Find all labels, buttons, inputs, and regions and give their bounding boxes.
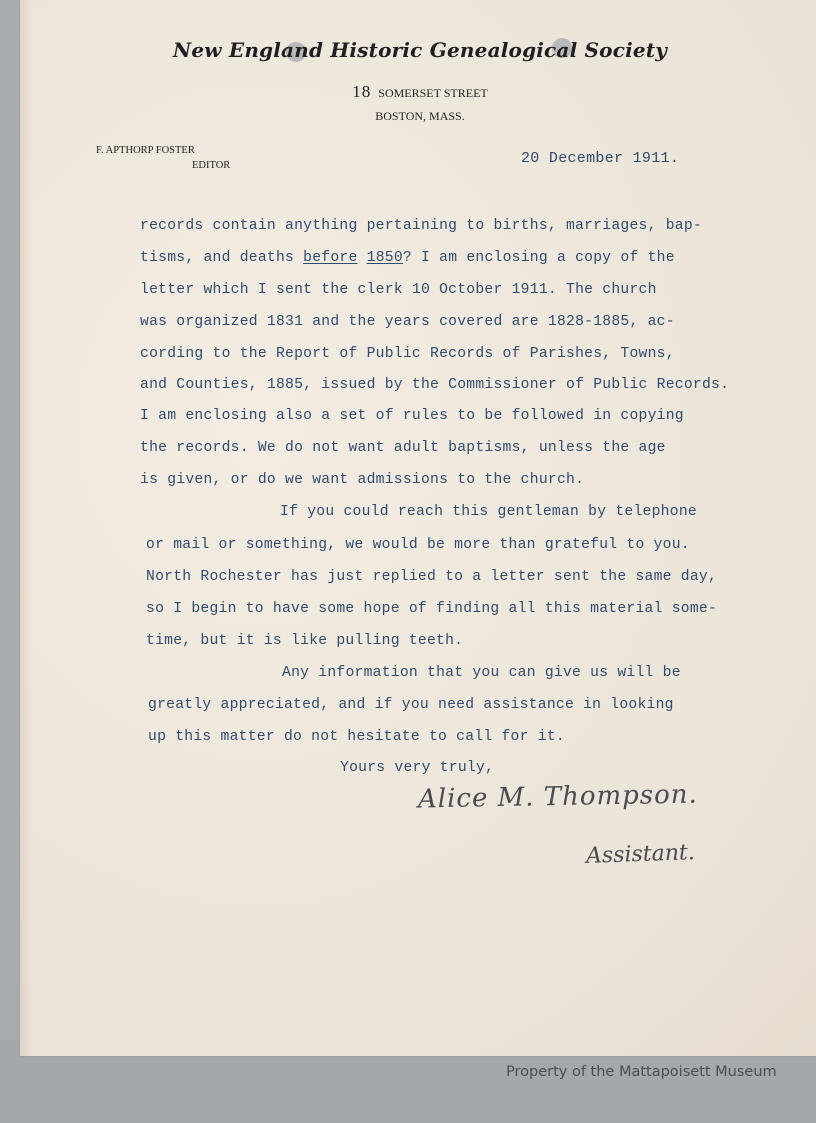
body-line: was organized 1831 and the years covered are 1828-1885, ac- [140,314,675,330]
letterhead-title: New England Historic Genealogical Society [172,38,668,62]
body-line: the records. We do not want adult baptisms, unless the age [140,440,666,456]
body-line: cording to the Report of Public Records of Parishes, Towns, [140,346,675,362]
body-line-part: tisms, and deaths [140,250,304,266]
body-line: North Rochester has just replied to a letter sent the same day, [146,569,718,585]
underlined-year: 1850 [366,250,403,266]
body-line: I am enclosing also a set of rules to be followed in copying [140,408,684,424]
paper-edge-shading [20,0,32,1056]
watermark-text: Property of the Mattapoisett Museum [506,1064,777,1080]
body-line: or mail or something, we would be more than grateful to you. [146,537,690,553]
body-line: and Counties, 1885, issued by the Commissioner of Public Records. [140,377,730,393]
body-line: so I begin to have some hope of finding all this material some- [146,601,718,617]
body-line: If you could reach this gentleman by telephone [280,504,697,520]
body-line: time, but it is like pulling teeth. [146,633,464,649]
editor-role: EDITOR [192,160,231,171]
body-line: letter which I sent the clerk 10 October 1911. The church [140,282,657,298]
signature-title: Assistant. [585,840,696,869]
street-number: 18 [352,82,372,101]
underlined-word: before [303,250,358,266]
letterhead-city: BOSTON, MASS. [375,109,465,123]
body-line: up this matter do not hesitate to call for it. [148,729,565,745]
letter-paper [20,0,816,1056]
closing-salutation: Yours very truly, [340,760,495,776]
street-name: SOMERSET STREET [378,86,488,100]
letterhead-street [170,82,670,102]
body-line: greatly appreciated, and if you need assistance in looking [148,697,674,713]
handwritten-signature: Alice M. Thompson. [417,779,699,815]
body-line: records contain anything pertaining to births, marriages, bap- [140,218,702,234]
body-line-underlined: tisms, and deaths before 1850? I am enclosing a copy of the [140,250,675,266]
body-line: is given, or do we want admissions to the church. [140,472,585,488]
editor-name: F. APTHORP FOSTER [96,145,195,156]
letter-date: 20 December 1911. [521,150,680,167]
body-line: Any information that you can give us will be [282,665,681,681]
